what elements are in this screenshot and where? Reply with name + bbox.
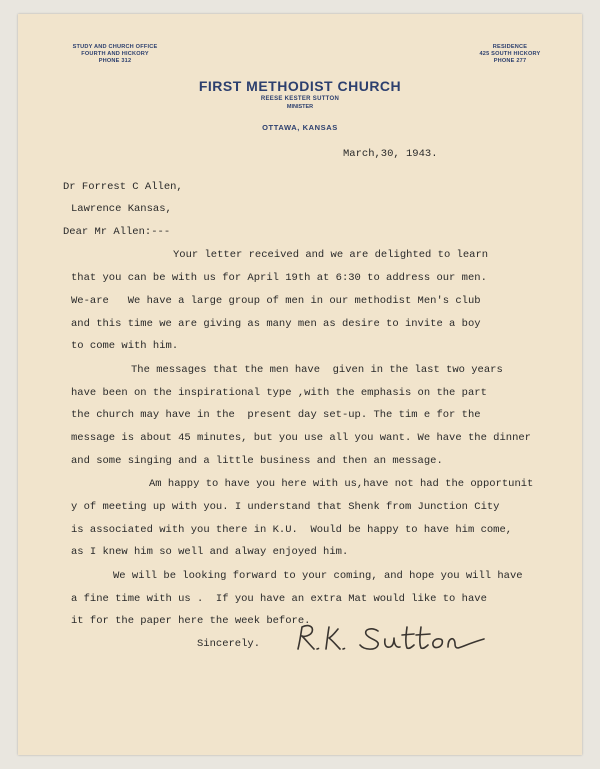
body-line: to come with him. — [71, 340, 179, 352]
office-line: FOURTH AND HICKORY — [81, 51, 149, 57]
body-line: a fine time with us . If you have an extra Mat would like to have — [71, 593, 487, 605]
recipient-name: Dr Forrest C Allen, — [63, 181, 183, 193]
residence-address-block — [470, 44, 550, 65]
residence-line: 425 SOUTH HICKORY — [479, 51, 541, 57]
body-line: Am happy to have you here with us,have not had the opportunit — [149, 478, 534, 490]
body-line: and some singing and a little business and then an message. — [71, 455, 443, 467]
body-line: y of meeting up with you. I understand that Shenk from Junction City — [71, 501, 500, 513]
body-line: We will be looking forward to your coming, and hope you will have — [113, 570, 523, 582]
recipient-city: Lawrence Kansas, — [71, 203, 172, 215]
office-line: STUDY AND CHURCH OFFICE — [72, 44, 158, 50]
office-address-block — [60, 44, 170, 65]
minister-title: MINISTER — [286, 104, 314, 110]
church-name: FIRST METHODIST CHURCH — [198, 78, 402, 94]
body-line: have been on the inspirational type ,with the emphasis on the part — [71, 387, 487, 399]
body-line: Your letter received and we are delighted to learn — [173, 249, 489, 261]
body-line: as I knew him so well and alway enjoyed him. — [71, 546, 349, 558]
body-line: We-are We have a large group of men in our methodist Men's club — [71, 295, 481, 307]
minister-name: REESE KESTER SUTTON — [260, 96, 340, 102]
letter-sheet — [18, 14, 582, 755]
letterhead-city: OTTAWA, KANSAS — [262, 123, 338, 132]
body-line: and this time we are giving as many men as desire to invite a boy — [71, 318, 481, 330]
body-line: it for the paper here the week before. — [71, 615, 311, 627]
body-line: message is about 45 minutes, but you use all you want. We have the dinner — [71, 432, 531, 444]
body-line: the church may have in the present day set-up. The tim e for the — [71, 409, 481, 421]
office-line: PHONE 312 — [98, 58, 132, 64]
letter-date: March,30, 1943. — [343, 148, 438, 160]
salutation: Dear Mr Allen:--- — [63, 226, 171, 238]
body-line: The messages that the men have given in the last two years — [131, 364, 503, 376]
body-line: that you can be with us for April 19th at 6:30 to address our men. — [71, 272, 487, 284]
residence-line: PHONE 277 — [493, 58, 527, 64]
closing: Sincerely. — [197, 638, 261, 650]
residence-line: RESIDENCE — [492, 44, 528, 50]
handwritten-signature — [290, 621, 490, 655]
body-line: is associated with you there in K.U. Would be happy to have him come, — [71, 524, 513, 536]
